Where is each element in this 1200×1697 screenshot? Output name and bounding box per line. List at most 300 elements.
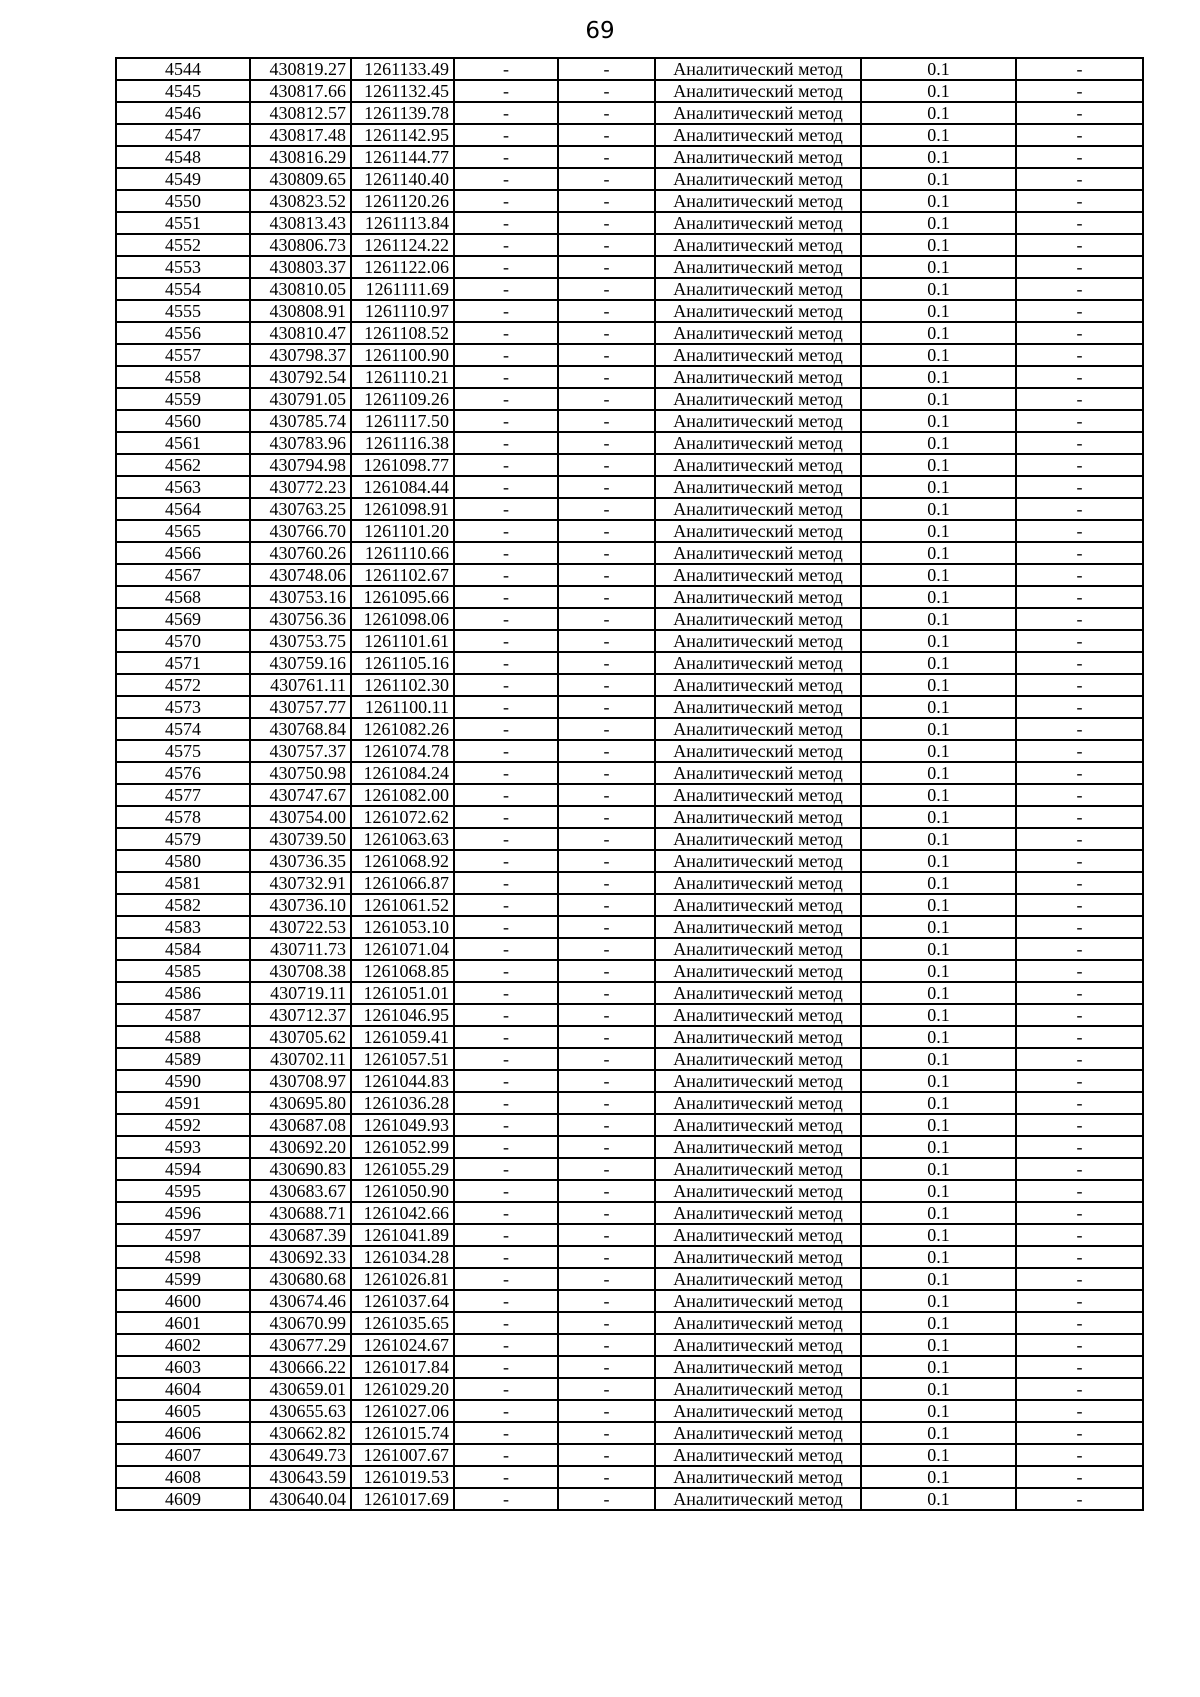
table-row: [116, 256, 1143, 278]
precision-cell: 0.1: [861, 80, 1016, 102]
table-row: [116, 1268, 1143, 1290]
method-cell: Аналитический метод: [655, 146, 861, 168]
y-coordinate-cell: 1261113.84: [351, 212, 454, 234]
x-coordinate-cell: 430643.59: [250, 1466, 351, 1488]
point-number-cell: 4572: [116, 674, 250, 696]
precision-cell: 0.1: [861, 1334, 1016, 1356]
y-coordinate-cell: 1261024.67: [351, 1334, 454, 1356]
empty-value-cell: -: [454, 1114, 558, 1136]
x-coordinate-cell: 430761.11: [250, 674, 351, 696]
method-cell: Аналитический метод: [655, 1378, 861, 1400]
x-coordinate-cell: 430687.08: [250, 1114, 351, 1136]
method-cell: Аналитический метод: [655, 278, 861, 300]
method-cell: Аналитический метод: [655, 410, 861, 432]
y-coordinate-cell: 1261100.90: [351, 344, 454, 366]
empty-value-cell: -: [454, 1224, 558, 1246]
y-coordinate-cell: 1261116.38: [351, 432, 454, 454]
precision-cell: 0.1: [861, 586, 1016, 608]
y-coordinate-cell: 1261105.16: [351, 652, 454, 674]
x-coordinate-cell: 430711.73: [250, 938, 351, 960]
y-coordinate-cell: 1261102.67: [351, 564, 454, 586]
table-row: [116, 1026, 1143, 1048]
empty-value-cell: -: [1016, 1378, 1143, 1400]
empty-value-cell: -: [1016, 828, 1143, 850]
empty-value-cell: -: [1016, 454, 1143, 476]
page-number: 69: [585, 18, 615, 44]
empty-value-cell: -: [454, 1048, 558, 1070]
empty-value-cell: -: [558, 168, 655, 190]
y-coordinate-cell: 1261041.89: [351, 1224, 454, 1246]
x-coordinate-cell: 430666.22: [250, 1356, 351, 1378]
table-row: [116, 1158, 1143, 1180]
empty-value-cell: -: [558, 1070, 655, 1092]
empty-value-cell: -: [1016, 740, 1143, 762]
precision-cell: 0.1: [861, 1158, 1016, 1180]
empty-value-cell: -: [558, 1422, 655, 1444]
table-row: [116, 938, 1143, 960]
empty-value-cell: -: [1016, 1268, 1143, 1290]
empty-value-cell: -: [1016, 520, 1143, 542]
x-coordinate-cell: 430655.63: [250, 1400, 351, 1422]
y-coordinate-cell: 1261144.77: [351, 146, 454, 168]
empty-value-cell: -: [454, 124, 558, 146]
method-cell: Аналитический метод: [655, 1092, 861, 1114]
precision-cell: 0.1: [861, 1136, 1016, 1158]
table-row: [116, 608, 1143, 630]
point-number-cell: 4599: [116, 1268, 250, 1290]
precision-cell: 0.1: [861, 1268, 1016, 1290]
table-row: [116, 1092, 1143, 1114]
empty-value-cell: -: [558, 586, 655, 608]
point-number-cell: 4548: [116, 146, 250, 168]
method-cell: Аналитический метод: [655, 1158, 861, 1180]
table-row: [116, 1070, 1143, 1092]
empty-value-cell: -: [558, 674, 655, 696]
table-row: [116, 916, 1143, 938]
point-number-cell: 4574: [116, 718, 250, 740]
method-cell: Аналитический метод: [655, 80, 861, 102]
empty-value-cell: -: [454, 344, 558, 366]
table-row: [116, 1334, 1143, 1356]
x-coordinate-cell: 430812.57: [250, 102, 351, 124]
precision-cell: 0.1: [861, 542, 1016, 564]
y-coordinate-cell: 1261074.78: [351, 740, 454, 762]
y-coordinate-cell: 1261059.41: [351, 1026, 454, 1048]
empty-value-cell: -: [454, 740, 558, 762]
table-row: [116, 982, 1143, 1004]
table-row: [116, 80, 1143, 102]
point-number-cell: 4579: [116, 828, 250, 850]
method-cell: Аналитический метод: [655, 1004, 861, 1026]
method-cell: Аналитический метод: [655, 586, 861, 608]
precision-cell: 0.1: [861, 608, 1016, 630]
empty-value-cell: -: [1016, 234, 1143, 256]
method-cell: Аналитический метод: [655, 168, 861, 190]
empty-value-cell: -: [558, 696, 655, 718]
empty-value-cell: -: [1016, 124, 1143, 146]
empty-value-cell: -: [558, 1312, 655, 1334]
empty-value-cell: -: [1016, 872, 1143, 894]
y-coordinate-cell: 1261046.95: [351, 1004, 454, 1026]
point-number-cell: 4573: [116, 696, 250, 718]
precision-cell: 0.1: [861, 520, 1016, 542]
table-row: [116, 1114, 1143, 1136]
empty-value-cell: -: [454, 1092, 558, 1114]
table-row: [116, 740, 1143, 762]
point-number-cell: 4575: [116, 740, 250, 762]
point-number-cell: 4577: [116, 784, 250, 806]
point-number-cell: 4567: [116, 564, 250, 586]
point-number-cell: 4606: [116, 1422, 250, 1444]
x-coordinate-cell: 430708.38: [250, 960, 351, 982]
method-cell: Аналитический метод: [655, 696, 861, 718]
empty-value-cell: -: [454, 872, 558, 894]
empty-value-cell: -: [454, 1202, 558, 1224]
method-cell: Аналитический метод: [655, 1268, 861, 1290]
y-coordinate-cell: 1261111.69: [351, 278, 454, 300]
y-coordinate-cell: 1261098.77: [351, 454, 454, 476]
method-cell: Аналитический метод: [655, 938, 861, 960]
empty-value-cell: -: [1016, 1312, 1143, 1334]
y-coordinate-cell: 1261100.11: [351, 696, 454, 718]
table-row: [116, 652, 1143, 674]
precision-cell: 0.1: [861, 410, 1016, 432]
y-coordinate-cell: 1261027.06: [351, 1400, 454, 1422]
precision-cell: 0.1: [861, 124, 1016, 146]
empty-value-cell: -: [454, 982, 558, 1004]
table-row: [116, 564, 1143, 586]
empty-value-cell: -: [558, 1004, 655, 1026]
x-coordinate-cell: 430750.98: [250, 762, 351, 784]
empty-value-cell: -: [454, 1378, 558, 1400]
empty-value-cell: -: [454, 388, 558, 410]
precision-cell: 0.1: [861, 432, 1016, 454]
point-number-cell: 4545: [116, 80, 250, 102]
empty-value-cell: -: [1016, 806, 1143, 828]
table-row: [116, 1202, 1143, 1224]
point-number-cell: 4603: [116, 1356, 250, 1378]
empty-value-cell: -: [454, 806, 558, 828]
y-coordinate-cell: 1261120.26: [351, 190, 454, 212]
empty-value-cell: -: [1016, 960, 1143, 982]
y-coordinate-cell: 1261110.97: [351, 300, 454, 322]
empty-value-cell: -: [558, 872, 655, 894]
method-cell: Аналитический метод: [655, 652, 861, 674]
table-row: [116, 1312, 1143, 1334]
table-row: [116, 212, 1143, 234]
precision-cell: 0.1: [861, 366, 1016, 388]
x-coordinate-cell: 430692.33: [250, 1246, 351, 1268]
empty-value-cell: -: [454, 1136, 558, 1158]
precision-cell: 0.1: [861, 1224, 1016, 1246]
table-row: [116, 410, 1143, 432]
method-cell: Аналитический метод: [655, 1400, 861, 1422]
table-row: [116, 498, 1143, 520]
precision-cell: 0.1: [861, 212, 1016, 234]
empty-value-cell: -: [454, 1422, 558, 1444]
point-number-cell: 4563: [116, 476, 250, 498]
empty-value-cell: -: [454, 58, 558, 80]
precision-cell: 0.1: [861, 344, 1016, 366]
y-coordinate-cell: 1261017.84: [351, 1356, 454, 1378]
empty-value-cell: -: [454, 234, 558, 256]
empty-value-cell: -: [558, 1334, 655, 1356]
table-row: [116, 432, 1143, 454]
method-cell: Аналитический метод: [655, 124, 861, 146]
y-coordinate-cell: 1261050.90: [351, 1180, 454, 1202]
empty-value-cell: -: [558, 1444, 655, 1466]
y-coordinate-cell: 1261110.66: [351, 542, 454, 564]
table-row: [116, 1246, 1143, 1268]
empty-value-cell: -: [558, 300, 655, 322]
method-cell: Аналитический метод: [655, 432, 861, 454]
empty-value-cell: -: [1016, 1026, 1143, 1048]
precision-cell: 0.1: [861, 1202, 1016, 1224]
empty-value-cell: -: [454, 608, 558, 630]
empty-value-cell: -: [558, 938, 655, 960]
empty-value-cell: -: [558, 564, 655, 586]
x-coordinate-cell: 430687.39: [250, 1224, 351, 1246]
table-body: [116, 58, 1143, 1510]
empty-value-cell: -: [454, 498, 558, 520]
precision-cell: 0.1: [861, 960, 1016, 982]
y-coordinate-cell: 1261082.00: [351, 784, 454, 806]
empty-value-cell: -: [558, 542, 655, 564]
precision-cell: 0.1: [861, 982, 1016, 1004]
empty-value-cell: -: [558, 1224, 655, 1246]
empty-value-cell: -: [454, 520, 558, 542]
point-number-cell: 4589: [116, 1048, 250, 1070]
empty-value-cell: -: [558, 1092, 655, 1114]
empty-value-cell: -: [558, 1136, 655, 1158]
precision-cell: 0.1: [861, 322, 1016, 344]
method-cell: Аналитический метод: [655, 476, 861, 498]
y-coordinate-cell: 1261063.63: [351, 828, 454, 850]
precision-cell: 0.1: [861, 1356, 1016, 1378]
method-cell: Аналитический метод: [655, 454, 861, 476]
table-row: [116, 586, 1143, 608]
empty-value-cell: -: [558, 1290, 655, 1312]
empty-value-cell: -: [454, 674, 558, 696]
precision-cell: 0.1: [861, 234, 1016, 256]
point-number-cell: 4552: [116, 234, 250, 256]
empty-value-cell: -: [1016, 80, 1143, 102]
empty-value-cell: -: [1016, 784, 1143, 806]
empty-value-cell: -: [1016, 168, 1143, 190]
table-row: [116, 872, 1143, 894]
empty-value-cell: -: [558, 630, 655, 652]
method-cell: Аналитический метод: [655, 322, 861, 344]
method-cell: Аналитический метод: [655, 894, 861, 916]
point-number-cell: 4569: [116, 608, 250, 630]
y-coordinate-cell: 1261029.20: [351, 1378, 454, 1400]
point-number-cell: 4598: [116, 1246, 250, 1268]
empty-value-cell: -: [454, 102, 558, 124]
empty-value-cell: -: [558, 1180, 655, 1202]
x-coordinate-cell: 430739.50: [250, 828, 351, 850]
x-coordinate-cell: 430785.74: [250, 410, 351, 432]
empty-value-cell: -: [454, 1290, 558, 1312]
method-cell: Аналитический метод: [655, 1334, 861, 1356]
method-cell: Аналитический метод: [655, 1070, 861, 1092]
point-number-cell: 4551: [116, 212, 250, 234]
x-coordinate-cell: 430705.62: [250, 1026, 351, 1048]
point-number-cell: 4585: [116, 960, 250, 982]
method-cell: Аналитический метод: [655, 1202, 861, 1224]
empty-value-cell: -: [454, 278, 558, 300]
x-coordinate-cell: 430695.80: [250, 1092, 351, 1114]
table-row: [116, 454, 1143, 476]
point-number-cell: 4605: [116, 1400, 250, 1422]
y-coordinate-cell: 1261007.67: [351, 1444, 454, 1466]
table-row: [116, 894, 1143, 916]
empty-value-cell: -: [454, 212, 558, 234]
precision-cell: 0.1: [861, 916, 1016, 938]
y-coordinate-cell: 1261132.45: [351, 80, 454, 102]
empty-value-cell: -: [1016, 1180, 1143, 1202]
precision-cell: 0.1: [861, 630, 1016, 652]
empty-value-cell: -: [558, 828, 655, 850]
empty-value-cell: -: [1016, 1466, 1143, 1488]
empty-value-cell: -: [454, 938, 558, 960]
empty-value-cell: -: [558, 190, 655, 212]
precision-cell: 0.1: [861, 1070, 1016, 1092]
y-coordinate-cell: 1261049.93: [351, 1114, 454, 1136]
empty-value-cell: -: [558, 762, 655, 784]
empty-value-cell: -: [558, 608, 655, 630]
point-number-cell: 4561: [116, 432, 250, 454]
method-cell: Аналитический метод: [655, 1224, 861, 1246]
empty-value-cell: -: [1016, 1158, 1143, 1180]
y-coordinate-cell: 1261068.92: [351, 850, 454, 872]
table-row: [116, 1224, 1143, 1246]
empty-value-cell: -: [558, 652, 655, 674]
empty-value-cell: -: [1016, 1048, 1143, 1070]
method-cell: Аналитический метод: [655, 1466, 861, 1488]
precision-cell: 0.1: [861, 146, 1016, 168]
empty-value-cell: -: [454, 454, 558, 476]
empty-value-cell: -: [1016, 190, 1143, 212]
table-row: [116, 190, 1143, 212]
precision-cell: 0.1: [861, 674, 1016, 696]
table-row: [116, 542, 1143, 564]
table-row: [116, 696, 1143, 718]
precision-cell: 0.1: [861, 454, 1016, 476]
point-number-cell: 4588: [116, 1026, 250, 1048]
x-coordinate-cell: 430753.75: [250, 630, 351, 652]
empty-value-cell: -: [1016, 1334, 1143, 1356]
precision-cell: 0.1: [861, 1290, 1016, 1312]
empty-value-cell: -: [454, 476, 558, 498]
method-cell: Аналитический метод: [655, 740, 861, 762]
x-coordinate-cell: 430809.65: [250, 168, 351, 190]
empty-value-cell: -: [1016, 1422, 1143, 1444]
y-coordinate-cell: 1261124.22: [351, 234, 454, 256]
point-number-cell: 4596: [116, 1202, 250, 1224]
empty-value-cell: -: [1016, 256, 1143, 278]
x-coordinate-cell: 430692.20: [250, 1136, 351, 1158]
empty-value-cell: -: [454, 1488, 558, 1510]
empty-value-cell: -: [558, 960, 655, 982]
table-row: [116, 1422, 1143, 1444]
y-coordinate-cell: 1261066.87: [351, 872, 454, 894]
empty-value-cell: -: [454, 1400, 558, 1422]
empty-value-cell: -: [1016, 696, 1143, 718]
method-cell: Аналитический метод: [655, 1444, 861, 1466]
table-row: [116, 718, 1143, 740]
method-cell: Аналитический метод: [655, 718, 861, 740]
empty-value-cell: -: [454, 1268, 558, 1290]
method-cell: Аналитический метод: [655, 960, 861, 982]
precision-cell: 0.1: [861, 938, 1016, 960]
x-coordinate-cell: 430662.82: [250, 1422, 351, 1444]
method-cell: Аналитический метод: [655, 1114, 861, 1136]
empty-value-cell: -: [558, 1246, 655, 1268]
empty-value-cell: -: [558, 58, 655, 80]
method-cell: Аналитический метод: [655, 58, 861, 80]
method-cell: Аналитический метод: [655, 630, 861, 652]
empty-value-cell: -: [454, 762, 558, 784]
y-coordinate-cell: 1261026.81: [351, 1268, 454, 1290]
x-coordinate-cell: 430708.97: [250, 1070, 351, 1092]
y-coordinate-cell: 1261101.61: [351, 630, 454, 652]
y-coordinate-cell: 1261133.49: [351, 58, 454, 80]
x-coordinate-cell: 430772.23: [250, 476, 351, 498]
table-row: [116, 1180, 1143, 1202]
method-cell: Аналитический метод: [655, 256, 861, 278]
y-coordinate-cell: 1261055.29: [351, 1158, 454, 1180]
y-coordinate-cell: 1261101.20: [351, 520, 454, 542]
x-coordinate-cell: 430757.37: [250, 740, 351, 762]
precision-cell: 0.1: [861, 1312, 1016, 1334]
method-cell: Аналитический метод: [655, 366, 861, 388]
precision-cell: 0.1: [861, 762, 1016, 784]
point-number-cell: 4554: [116, 278, 250, 300]
table-row: [116, 1356, 1143, 1378]
empty-value-cell: -: [558, 388, 655, 410]
empty-value-cell: -: [558, 454, 655, 476]
y-coordinate-cell: 1261034.28: [351, 1246, 454, 1268]
precision-cell: 0.1: [861, 806, 1016, 828]
empty-value-cell: -: [1016, 212, 1143, 234]
empty-value-cell: -: [454, 256, 558, 278]
y-coordinate-cell: 1261071.04: [351, 938, 454, 960]
point-number-cell: 4581: [116, 872, 250, 894]
empty-value-cell: -: [558, 322, 655, 344]
empty-value-cell: -: [558, 806, 655, 828]
y-coordinate-cell: 1261109.26: [351, 388, 454, 410]
method-cell: Аналитический метод: [655, 916, 861, 938]
y-coordinate-cell: 1261095.66: [351, 586, 454, 608]
point-number-cell: 4590: [116, 1070, 250, 1092]
empty-value-cell: -: [558, 366, 655, 388]
x-coordinate-cell: 430783.96: [250, 432, 351, 454]
empty-value-cell: -: [454, 652, 558, 674]
method-cell: Аналитический метод: [655, 1026, 861, 1048]
empty-value-cell: -: [558, 916, 655, 938]
point-number-cell: 4556: [116, 322, 250, 344]
y-coordinate-cell: 1261110.21: [351, 366, 454, 388]
table-row: [116, 674, 1143, 696]
empty-value-cell: -: [1016, 542, 1143, 564]
empty-value-cell: -: [454, 1312, 558, 1334]
precision-cell: 0.1: [861, 696, 1016, 718]
x-coordinate-cell: 430712.37: [250, 1004, 351, 1026]
point-number-cell: 4584: [116, 938, 250, 960]
precision-cell: 0.1: [861, 102, 1016, 124]
precision-cell: 0.1: [861, 718, 1016, 740]
empty-value-cell: -: [1016, 674, 1143, 696]
